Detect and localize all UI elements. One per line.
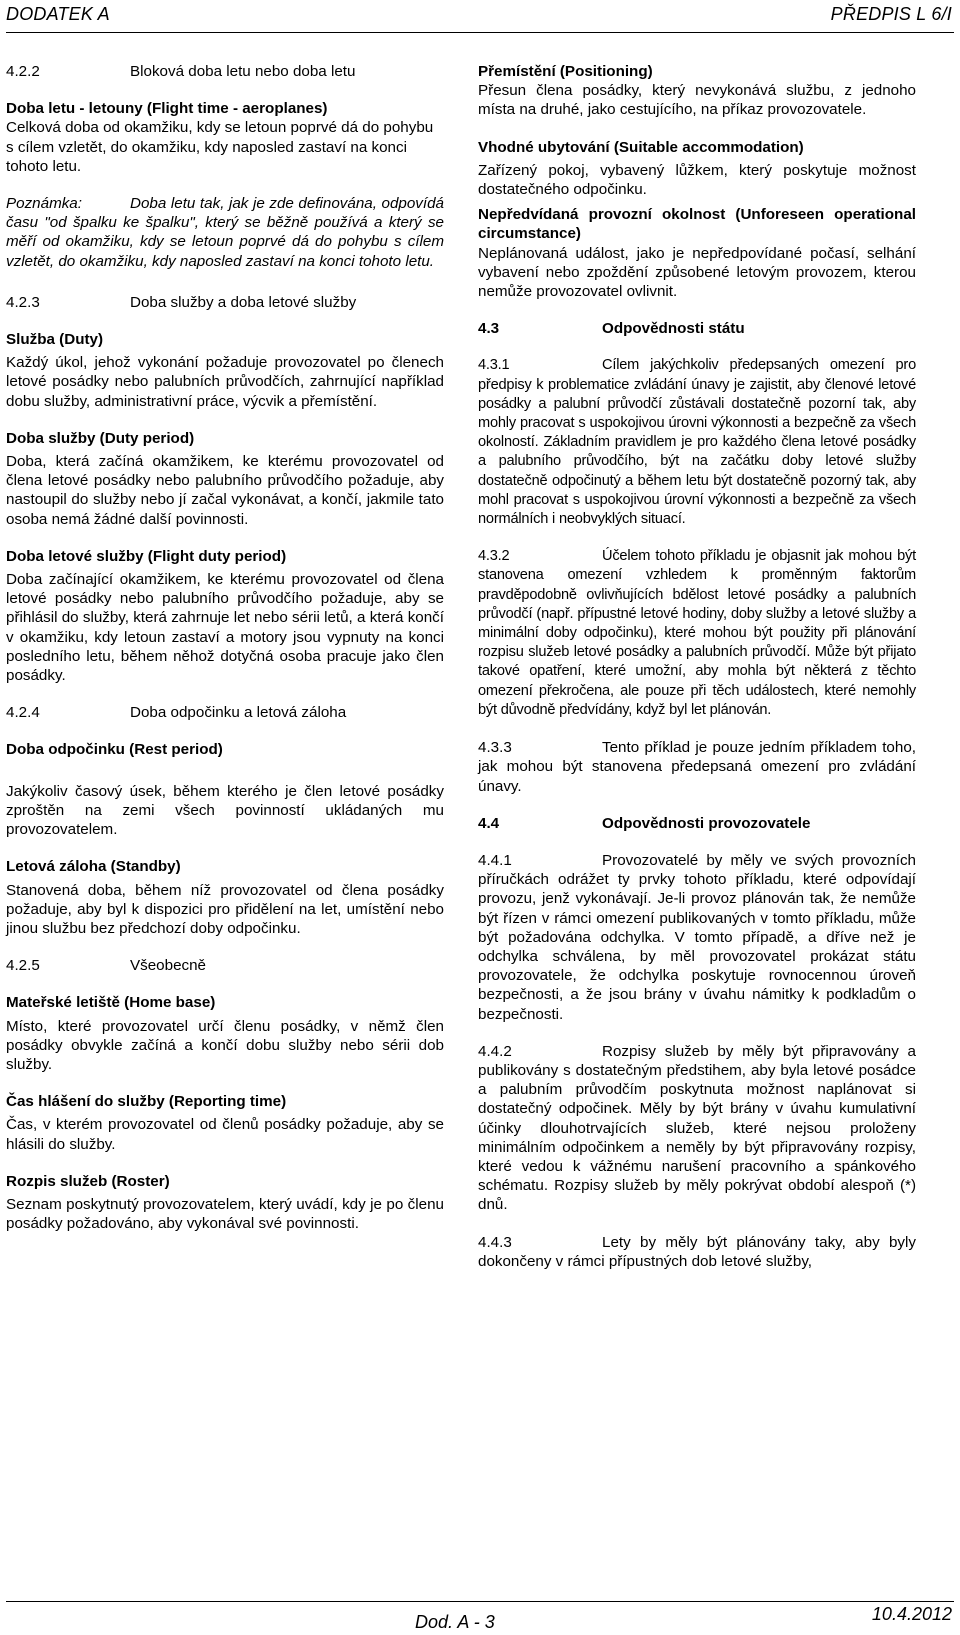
home-base-text: Místo, které provozovatel určí členu posádky, v němž člen posádky obvykle začíná a končí dobu služby nebo sérii dob služby. bbox=[6, 1017, 444, 1073]
home-base-title: Mateřské letiště (Home base) bbox=[6, 994, 216, 1012]
paragraph-4-4-3: 4.4.3 Lety by měly být plánovány taky, aby byly dokončeny v rámci přípustných dob letové služby, bbox=[478, 1233, 916, 1270]
header-annex: DODATEK A bbox=[6, 4, 110, 24]
flight-duty-period-title: Doba letové služby (Flight duty period) bbox=[6, 547, 287, 565]
unforeseen-title: Nepředvídaná provozní okolnost (Unforeseen operational circumstance) bbox=[478, 206, 916, 243]
flight-time-text: Celková doba od okamžiku, kdy se letoun poprvé dá do pohybu s cílem vzletět, do okamžiku, kdy naposled zastaví na konci tohoto letu. bbox=[6, 119, 434, 175]
paragraph-4-4-2: 4.4.2 Rozpisy služeb by měly být připravovány a publikovány s dostatečným předstihem, aby byla letové posádce a palubním průvodčím poskytnuta možnost naplánovat si dostatečný odpočinek. Měly by být brány v úvahu kumulativní účinky dlouhotrvajících služeb, které nejsou proloženy minimálním odpočinkem a neměly by být připravovány rozpisy, které vedou k vážnému narušení pracovního a spánkového schématu. Rozpisy služeb by měly pokrývat období alespoň (*) dnů. bbox=[478, 1042, 916, 1214]
accommodation-text: Zařízený pokoj, vybavený lůžkem, který poskytuje možnost dostatečného odpočinku. bbox=[478, 161, 916, 199]
duty-period-title: Doba služby (Duty period) bbox=[6, 429, 195, 447]
note-paragraph: Poznámka: Doba letu tak, jak je zde definována, odpovídá času "od špalku ke špalku", který se běžně používá a který se měří od okamžiku, kdy se letoun poprvé dá do pohybu s cílem vzletět, do okamžiku, kdy naposled zastaví na konci tohoto letu. bbox=[6, 195, 444, 270]
footer-page-number: Dod. A - 3 bbox=[415, 1612, 495, 1632]
footer-rule bbox=[6, 1601, 954, 1602]
footer-date: 10.4.2012 bbox=[871, 1604, 952, 1624]
right-column bbox=[478, 58, 916, 1271]
rest-period-text: Jakýkoliv časový úsek, během kterého je člen letové posádky zproštěn na zemi všech povinností ukládaných mu provozovatelem. bbox=[6, 782, 444, 839]
rest-period-title: Doba odpočinku (Rest period) bbox=[6, 741, 223, 759]
section-4-2-2-heading: 4.2.2 Bloková doba letu nebo doba letu bbox=[6, 63, 356, 80]
accommodation-title: Vhodné ubytování (Suitable accommodation) bbox=[478, 138, 804, 156]
section-4-3-heading: 4.3 Odpovědnosti státu bbox=[478, 320, 745, 338]
flight-time-title: Doba letu - letouny (Flight time - aeroplanes) bbox=[6, 100, 328, 118]
section-4-4-heading: 4.4 Odpovědnosti provozovatele bbox=[478, 814, 811, 832]
positioning-title: Přemístění (Positioning) bbox=[478, 63, 653, 80]
header-regulation: PŘEDPIS L 6/I bbox=[830, 4, 952, 24]
duty-text: Každý úkol, jehož vykonání požaduje provozovatel po členech letové posádky nebo palubních průvodčích, zahrnující například dobu služby, administrativní práce, výcvik a přemístění. bbox=[6, 354, 444, 410]
paragraph-4-3-2: 4.3.2 Účelem tohoto příkladu je objasnit jak mohou být stanovena omezení vzhledem k proměnným faktorům pravděpodobně ovlivňujících bdělost letové posádky a palubních průvodčí (např. přípustné letové hodiny, doby služby a letové služby a minimální doby odpočinku), které mohou být použity při plánování rozpisu služeb letové posádky a palubních průvodčí. Může být přijato takové opatření, které umožní, aby mohla být některá z těchto omezení překročena, ale pouze při těch událostech, které nemohly být důvodně předvídány, když byl let plánován. bbox=[478, 548, 916, 718]
duty-title: Služba (Duty) bbox=[6, 331, 104, 349]
paragraph-4-3-1: 4.3.1 Cílem jakýchkoliv předepsaných omezení pro předpisy k problematice zvládání únavy je zajistit, aby členové letové posádky a palubní průvodčí zůstávali dostatečně pozorní tak, aby mohly pracovat s uspokojivou úrovni výkonnosti a bezpečně za všech okolností. Základním pravidlem je pro každého člena letové posádky a palubního průvodčího, být na začátku doby letové služby dostatečně odpočinutý a během letu být dostatečně pozorný tak, aby mohl pracovat s uspokojivou úrovní výkonnosti a bezpečně za všech normálních i neobvyklých situací. bbox=[478, 357, 916, 528]
section-4-2-4-heading: 4.2.4 Doba odpočinku a letová záloha bbox=[6, 704, 347, 722]
section-4-2-5-heading: 4.2.5 Všeobecně bbox=[6, 957, 206, 975]
paragraph-4-3-3: 4.3.3 Tento příklad je pouze jedním příkladem toho, jak mohou být stanovena předepsaná omezení pro zvládání únavy. bbox=[478, 739, 916, 795]
positioning-text: Přesun člena posádky, který nevykonává službu, z jednoho místa na druhé, jako cestujícího, na příkaz provozovatele. bbox=[478, 82, 916, 119]
reporting-time-text: Čas, v kterém provozovatel od členů posádky požaduje, aby se hlásili do služby. bbox=[6, 1116, 444, 1153]
header-rule bbox=[6, 32, 954, 33]
reporting-time-title: Čas hlášení do služby (Reporting time) bbox=[6, 1093, 287, 1111]
duty-period-text: Doba, která začíná okamžikem, ke kterému provozovatel od člena letové posádky nebo palubního průvodčího požaduje, aby nastoupil do služby nebo jí začal vykonávat, a končí, jakmile tato osoba nemá žádné další povinnosti. bbox=[6, 453, 444, 528]
roster-title: Rozpis služeb (Roster) bbox=[6, 1172, 170, 1190]
left-column bbox=[6, 58, 444, 1233]
paragraph-4-4-1: 4.4.1 Provozovatelé by měly ve svých provozních příručkách odrážet ty prvky tohoto příkladu, které odpovídají provozu, jenž vykonávají. Je-li provoz plánován tak, že nemůže být řízen v rámci omezení publikovaných v tomto příkladu, může být požadována odchylka. V tomto případě, a dříve než je odchylka schválena, by měl provozovatel prokázat státu provozovatele, že odchylka poskytuje rovnocennou úroveň bezpečnosti, a že jsou brány v úvahu námitky k podkladům o bezpečnosti. bbox=[478, 851, 916, 1023]
standby-text: Stanovená doba, během níž provozovatel od člena posádky požaduje, aby byl k dispozici pro přidělení na let, umístění nebo jinou službu bez předchozí doby odpočinku. bbox=[6, 881, 444, 937]
standby-title: Letová záloha (Standby) bbox=[6, 858, 181, 876]
section-4-2-3-heading: 4.2.3 Doba služby a doba letové služby bbox=[6, 293, 357, 311]
unforeseen-text: Neplánovaná událost, jako je nepředpovídané počasí, selhání vybavení nebo zpoždění způsobené letovým provozem, kterou nemůže provozovatel ovlivnit. bbox=[478, 244, 916, 301]
flight-duty-period-text: Doba začínající okamžikem, ke kterému provozovatel od člena letové posádky nebo palubního průvodčího požaduje, aby se přihlásil do služby, která zahrnuje let nebo sérii letů, a která končí v okamžiku, kdy letoun zastaví a motory jsou vypnuty na konci posledního letu, během něhož dotyčná osoba pracuje jako člen posádky. bbox=[6, 571, 444, 685]
roster-text: Seznam poskytnutý provozovatelem, který uvádí, kdy je po členu posádky požadováno, aby vykonával své povinnosti. bbox=[6, 1195, 444, 1233]
